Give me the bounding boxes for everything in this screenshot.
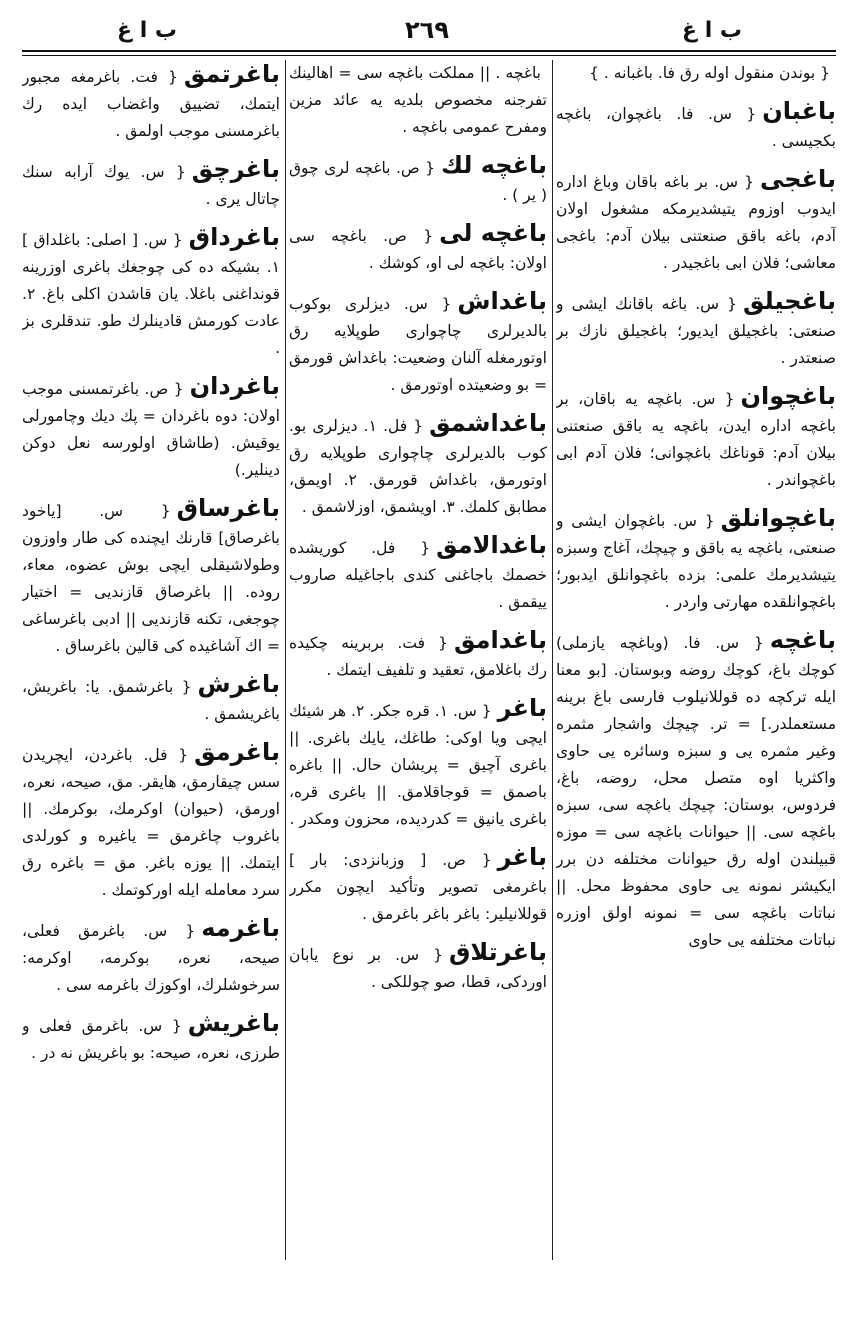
dictionary-entry xyxy=(556,60,836,87)
definition: { س. [ياخود باغرصاق] قارنك ايچنده كى طار واوزون وطولاشيقلى ايچى بوش عضوه، معاء، روده. || باغرصاق قازنديى = اختيار چوجغى، تكنه قازنديى || ادبى باغرساغى = اك آشاغيده كى قالين باغرساق . xyxy=(22,502,280,655)
definition: { س. باغرمق فعلى و طرزى، نعره، صيحه: بو باغريش نه در . xyxy=(22,1017,280,1062)
headword: باغبان xyxy=(762,97,836,125)
dictionary-entry xyxy=(22,670,280,728)
page-header xyxy=(22,14,832,50)
definition: { س. باغرمق فعلى، صيحه، نعره، بوكرمه، اوكرمه: سرخوشلرك، اوكوزك باغرمه سى . xyxy=(22,922,280,994)
dictionary-entry xyxy=(556,97,836,155)
dictionary-entry xyxy=(22,223,280,362)
headword: باغجى xyxy=(760,165,836,193)
headword: باغچوانلق xyxy=(720,504,836,532)
headword: باغچه xyxy=(769,626,836,654)
definition: { س. ١. قره جكر. ٢. هر شيئك ايچى ويا اوكى: طاغك، يايك باغرى. || باغرى آچيق = پريشان حال. || باغره باصمق = قوجاقلامق. || باغرى قره، باغرى يانيق = كدرديده، محزون ومكدر . xyxy=(289,702,547,828)
definition: { س. بر باغه باقان وباغ اداره ايدوب اوزوم يتيشديرمكه مشغول اولان آدم، باغه باقق صنعتنى بيلان آدم: باغجى معاشى؛ فلان ابى باغجيدر . xyxy=(556,173,836,272)
dictionary-entry xyxy=(22,60,280,145)
headword: باغچه لك xyxy=(441,151,547,179)
column-divider-left xyxy=(285,60,286,1260)
dictionary-entry xyxy=(22,1009,280,1067)
definition: { ص. باغرتمسنى موجب اولان: دوه باغردان = پك ديك وچامورلى يوقيش. (طاشاق اولورسه نعل دوكن دينلير.) xyxy=(22,380,280,479)
headword: باغچوان xyxy=(740,382,836,410)
definition: { س. باغچه يه باقان، بر باغچه اداره ايدن، باغچه يه باقق صنعتنى بيلان آدم: قوناغك باغچوانى؛ فلان آدم ابى باغچواندر . xyxy=(556,390,836,489)
definition: { س. [ اصلى: باغلداق ] ١. بشيكه ده كى چوجغك باغرى اوزرينه قونداغنى باغلا. يان قاشدن اكلى باغ. ٢. عادت كورمش قادينلرك طو. تندقلرى بز . xyxy=(22,231,280,357)
definition: { بوندن منقول اوله رق فا. باغبانه . } xyxy=(589,64,830,82)
definition: { ص. باغچه لرى چوق ( ير ) . xyxy=(289,159,547,204)
dictionary-entry xyxy=(22,914,280,999)
headword: باغر xyxy=(497,843,547,871)
headword: باغر xyxy=(497,694,547,722)
header-rule-thin xyxy=(22,55,836,56)
definition: { س. باغچوان ايشى و صنعتى، باغچه يه باقق و چيچك، آغاج وسبزه يتيشديرمك علمى: بزده باغچوانلق ايدبور؛ باغچوانلقده مهارتى واردر . xyxy=(556,512,836,611)
headword: باغجيلق xyxy=(743,287,836,315)
headword: باغداش xyxy=(457,287,547,315)
column-right xyxy=(556,60,836,1300)
dictionary-entry xyxy=(22,155,280,213)
definition: { فل. كوريشده خصمك باجاغنى كندى باجاغيله صاروب ييقمق . xyxy=(289,539,547,611)
running-head-left: ب ا غ xyxy=(117,18,177,43)
header-rule xyxy=(22,50,836,52)
dictionary-entry xyxy=(289,287,547,399)
headword: باغرچق xyxy=(191,155,280,183)
definition: باغچه . || مملكت باغچه سى = اهالينك تفرجنه مخصوص بلديه يه عائد مزين ومفرح عمومى باغچه . xyxy=(289,64,547,136)
dictionary-entry xyxy=(556,165,836,277)
dictionary-entry xyxy=(556,626,836,954)
dictionary-entry xyxy=(289,219,547,277)
dictionary-entry xyxy=(556,287,836,372)
headword: باغرش xyxy=(197,670,280,698)
dictionary-entry xyxy=(556,504,836,616)
dictionary-entry xyxy=(556,382,836,494)
dictionary-entry xyxy=(289,151,547,209)
headword: باغردان xyxy=(189,372,280,400)
dictionary-entry xyxy=(289,843,547,928)
definition: { ص. باغچه سى اولان: باغچه لى او، كوشك . xyxy=(289,227,547,272)
definition: { فت. بربرينه چكيده رك باغلامق، تعقيد و تلفيف ايتمك . xyxy=(289,634,547,679)
headword: باغرتمق xyxy=(183,60,280,88)
column-middle xyxy=(289,60,547,1300)
definition: { باغرشمق. يا: باغريش، باغريشمق . xyxy=(22,678,280,723)
headword: باغرمه xyxy=(201,914,280,942)
definition: { س. بر نوع يابان اوردكى، قطا، صو چوللكى . xyxy=(289,946,547,991)
dictionary-entry xyxy=(289,531,547,616)
headword: باغرمق xyxy=(194,738,280,766)
dictionary-entry xyxy=(22,738,280,904)
headword: باغدامق xyxy=(454,626,547,654)
column-divider-right xyxy=(552,60,553,1260)
dictionary-entry xyxy=(289,694,547,833)
headword: باغرتلاق xyxy=(448,938,547,966)
definition: { ص. [ وزبانزدى: بار ] باغرمغى تصوير وتأكيد ايچون مكرر قوللانيلير: باغر باغر باغرمق . xyxy=(289,851,547,923)
headword: باغرداق xyxy=(188,223,280,251)
definition: { س. فا. (وباغچه يازملى) كوچك باغ، كوچك روضه وبوستان. [بو معنا ايله تركچه ده قوللانيلوب فارسى باغ برينه مستعملدر.] = تر. چيچك واشجار مثمره وغير مثمره يى و سبزه وسائره يى حاوى واكثريا اوه متصل محل، روضه، باغ، فردوس، بوستان: چيچك باغچه سى، سبزه باغچه سى. || حيوانات باغچه سى = موزه قبيلندن اوله رق حيوانات مختلفه دن برر ايكيشر نمونه يى حاوى محفوظ محل. || نباتات باغچه سى = نمونه اولق اوزره نباتات مختلفه يى حاوى xyxy=(556,634,836,949)
headword: باغچه لى xyxy=(439,219,547,247)
headword: باغداشمق xyxy=(429,409,547,437)
definition: { س. فا. باغچوان، باغچه بكجيسى . xyxy=(556,105,836,150)
definition: { س. يوك آرابه سنك چاتال يرى . xyxy=(22,163,280,208)
definition: { س. باغه باقانك ايشى و صنعتى: باغجيلق ايديور؛ باغجيلق نازك بر صنعتدر . xyxy=(556,295,836,367)
definition: { فت. باغرمغه مجبور ايتمك، تضييق واغضاب ايده رك باغرمسنى موجب اولمق . xyxy=(22,68,280,140)
dictionary-entry xyxy=(22,494,280,660)
definition: { فل. باغردن، ايچريدن سس چيقارمق، هايقر. مق، صيحه، نعره، اورمق، (حيوان) اوكرمك، بوكرمك. || باغروب چاغرمق = ياغيره و كورلدى ايتمك. || يوزه باغر. مق = باغره رق سرد معامله ايله اوركوتمك . xyxy=(22,746,280,899)
definition: { س. ديزلرى بوكوب بالديرلرى چاچوارى طوپلايه رق اوتورمغله آلنان وضعيت: باغداش قورمق = بو وضعيتده اوتورمق . xyxy=(289,295,547,394)
page-number: ٢٦٩ xyxy=(405,16,449,44)
running-head-right: ب ا غ xyxy=(682,18,742,43)
headword: باغدالامق xyxy=(436,531,547,559)
dictionary-entry xyxy=(289,60,547,141)
dictionary-entry xyxy=(289,938,547,996)
dictionary-entry xyxy=(289,626,547,684)
headword: باغريش xyxy=(187,1009,280,1037)
dictionary-entry xyxy=(289,409,547,521)
dictionary-entry xyxy=(22,372,280,484)
headword: باغرساق xyxy=(176,494,280,522)
definition: { فل. ١. ديزلرى بو. كوب بالديرلرى چاچوارى طوپلايه رق اوتورمق، باغداش قورمق. ٢. اويمق، مطابق كلمك. ٣. اويشمق، اوزلاشمق . xyxy=(289,417,547,516)
column-left xyxy=(22,60,280,1300)
